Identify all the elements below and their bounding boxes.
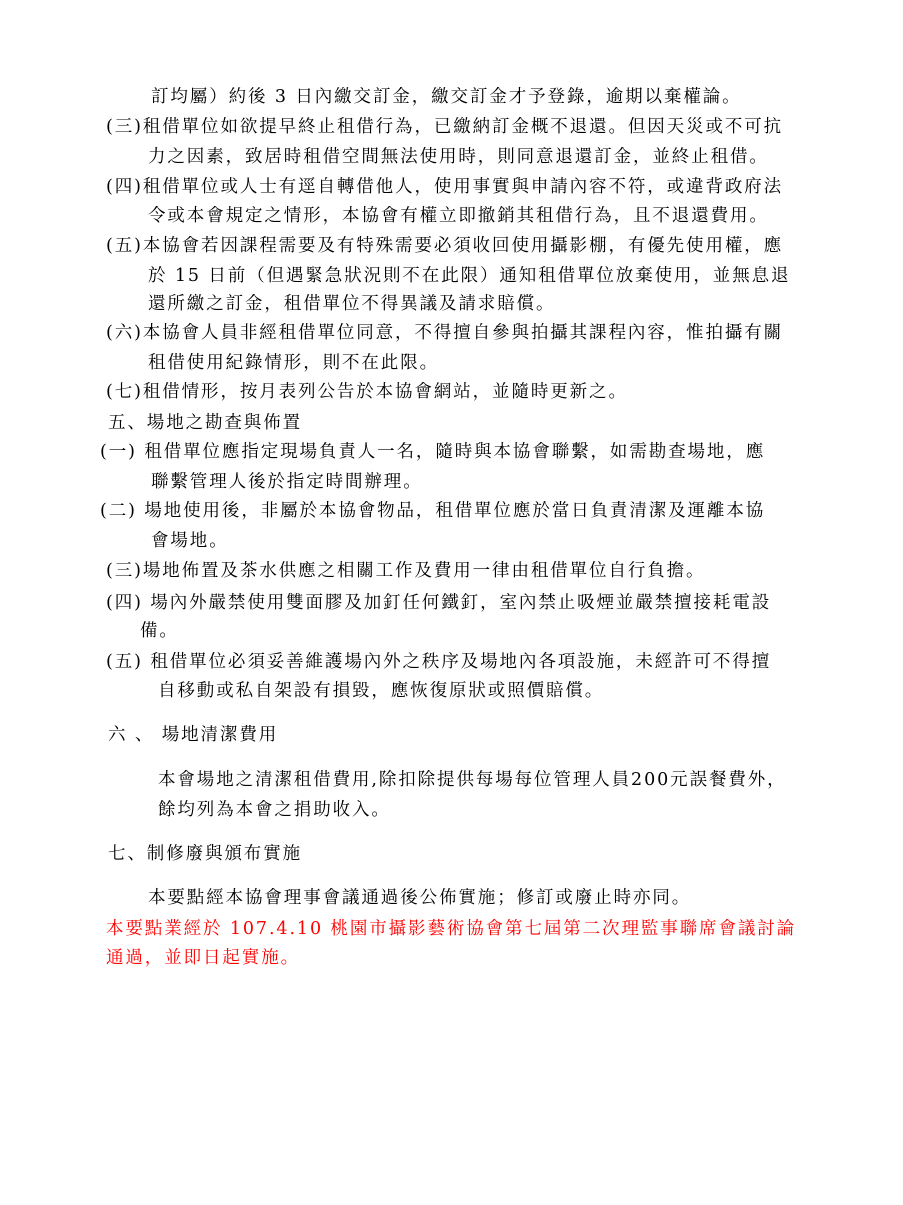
clause-5-line: (五)本協會若因課程需要及有特殊需要必須收回使用攝影棚，有優先使用權，應 xyxy=(106,236,784,256)
clause-6-line: (六)本協會人員非經租借單位同意，不得擅自參與拍攝其課程內容，惟拍攝有關 xyxy=(106,323,784,343)
clause-4-line: (四)租借單位或人士有逕自轉借他人，使用事實與申請內容不符，或違背政府法 xyxy=(106,177,784,197)
section-5-clause-4-line: (四) 場內外嚴禁使用雙面膠及加釘任何鐵釘，室內禁止吸煙並嚴禁擅接耗電設 xyxy=(106,593,772,613)
section-5-clause-2-line: (二) 場地使用後，非屬於本協會物品，租借單位應於當日負責清潔及運離本協 xyxy=(100,501,766,521)
section-5-clause-1-line: (一) 租借單位應指定現場負責人一名，隨時與本協會聯繫，如需勘查場地，應 xyxy=(100,442,766,462)
section-5-clause-3-line: (三)場地佈置及茶水供應之相關工作及費用一律由租借單位自行負擔。 xyxy=(106,561,706,581)
text-line: 聯繫管理人後於指定時間辦理。 xyxy=(151,472,423,492)
text-line: 租借使用紀錄情形，則不在此限。 xyxy=(148,353,439,373)
clause-3-line: (三)租借單位如欲提早終止租借行為，已繳納訂金概不退還。但因天災或不可抗 xyxy=(106,117,784,137)
text-line: 於 15 日前（但遇緊急狀況則不在此限）通知租借單位放棄使用，並無息退 xyxy=(148,266,791,286)
text-line: 自移動或私自架設有損毀，應恢復原狀或照價賠償。 xyxy=(158,681,605,701)
red-notice-line: 本要點業經於 107.4.10 桃園市攝影藝術協會第七屆第二次理監事聯席會議討論 xyxy=(106,919,797,939)
text-line: 還所繳之訂金，租借單位不得異議及請求賠償。 xyxy=(148,294,556,314)
text-line: 令或本會規定之情形，本協會有權立即撤銷其租借行為，且不退還費用。 xyxy=(148,206,769,226)
section-5-clause-5-line: (五) 租借單位必須妥善維護場內外之秩序及場地內各項設施，未經許可不得擅 xyxy=(106,652,772,672)
text-line: 會場地。 xyxy=(151,531,229,551)
text-line: 餘均列為本會之捐助收入。 xyxy=(158,800,391,820)
text-line: 訂均屬）約後 3 日內繳交訂金，繳交訂金才予登錄，逾期以棄權論。 xyxy=(151,87,742,107)
section-6-heading: 六 、 場地清潔費用 xyxy=(108,725,279,745)
red-notice-line: 通過，並即日起實施。 xyxy=(106,948,300,968)
section-7-body-line: 本要點經本協會理事會議通過後公佈實施；修訂或廢止時亦同。 xyxy=(148,888,692,908)
section-7-heading: 七、制修廢與頒布實施 xyxy=(108,844,302,864)
text-line: 備。 xyxy=(140,621,179,641)
section-5-heading: 五、場地之勘查與佈置 xyxy=(108,413,302,433)
clause-7-line: (七)租借情形，按月表列公告於本協會網站，並隨時更新之。 xyxy=(106,382,628,402)
text-line: 力之因素，致居時租借空間無法使用時，則同意退還訂金，並終止租借。 xyxy=(148,147,769,167)
section-6-body-line: 本會場地之清潔租借費用,除扣除提供每場每位管理人員200元誤餐費外， xyxy=(158,770,787,790)
